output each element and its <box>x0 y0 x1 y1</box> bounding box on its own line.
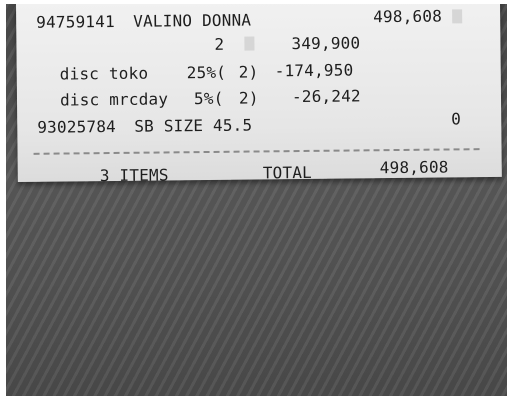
item1-code: 94759141 <box>36 11 115 32</box>
print-smudge <box>244 37 254 51</box>
receipt-photo <box>6 4 507 396</box>
disc1-pct: 25%( <box>186 62 227 83</box>
item1-amount: 498,608 <box>373 6 443 27</box>
item1-qty: 2 <box>214 34 225 54</box>
disc1-amount: -174,950 <box>274 60 354 81</box>
disc1-count: 2) <box>238 62 259 82</box>
total-label: TOTAL <box>262 162 313 183</box>
item1-price: 349,900 <box>291 33 361 54</box>
total-amount: 498,608 <box>379 157 449 178</box>
item2-code: 93025784 <box>37 116 117 137</box>
receipt-paper <box>16 4 502 186</box>
disc2-amount: -26,242 <box>291 86 361 107</box>
disc2-label: disc mrcday <box>59 89 169 110</box>
disc1-label: disc toko <box>59 63 149 84</box>
separator-line <box>34 148 480 155</box>
item2-amount: 0 <box>451 109 462 129</box>
print-smudge <box>452 9 462 23</box>
disc2-pct: 5%( <box>193 88 224 109</box>
item2-name: SB SIZE 45.5 <box>134 115 253 136</box>
item1-name: VALINO DONNA <box>133 10 252 31</box>
item-count: 3 ITEMS <box>99 165 169 186</box>
disc2-count: 2) <box>238 88 259 108</box>
